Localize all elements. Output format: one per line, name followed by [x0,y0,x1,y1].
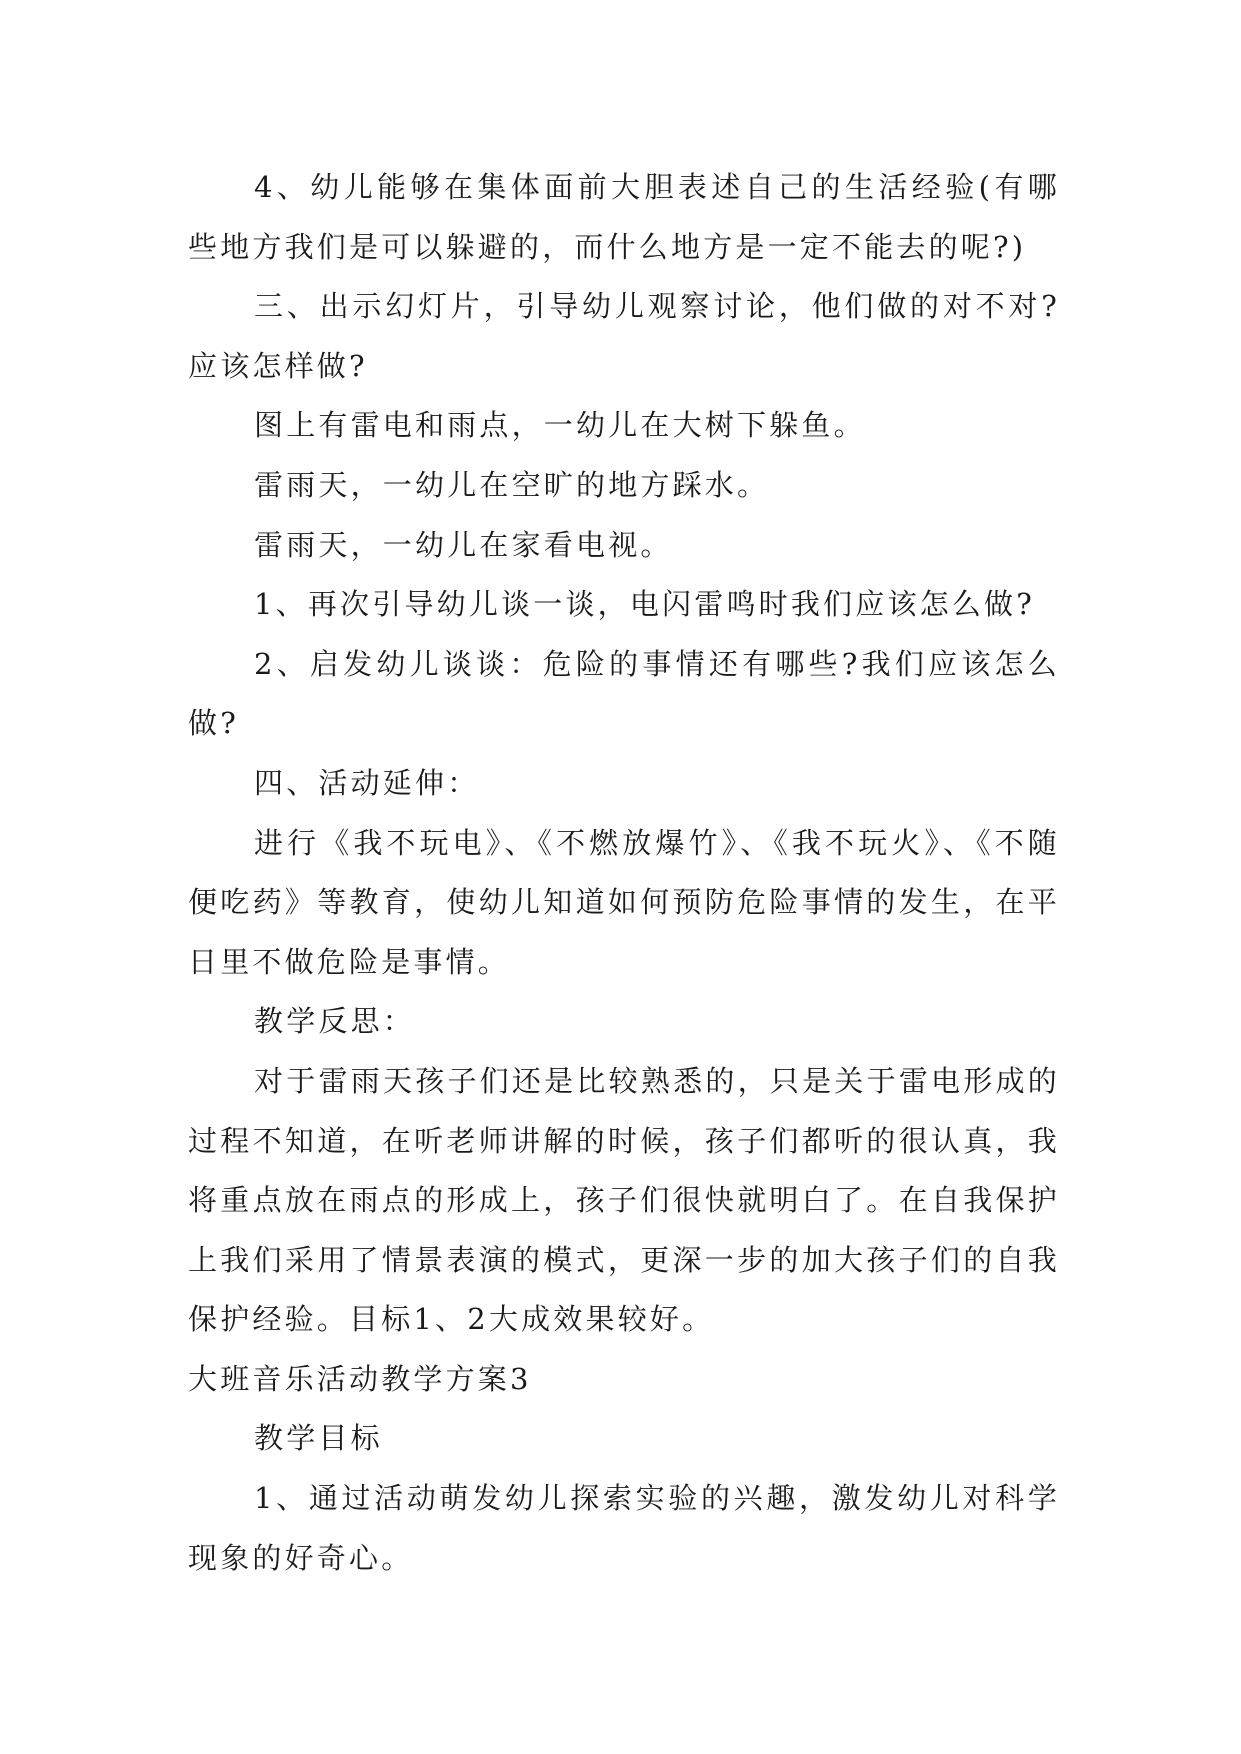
paragraph-guide-discussion: 1、再次引导幼儿谈一谈，电闪雷鸣时我们应该怎么做? [254,587,1035,622]
paragraph-danger-discussion: 2、启发幼儿谈谈：危险的事情还有哪些?我们应该怎么做? [188,646,1060,741]
paragraph-home-tv-scene: 雷雨天，一幼儿在家看电视。 [254,527,673,562]
paragraph-objective-1: 1、通过活动萌发幼儿探索实验的兴趣，激发幼儿对科学现象的好奇心。 [188,1481,1060,1575]
document-title-plan-3: 大班音乐活动教学方案3 [188,1361,532,1396]
paragraph-reflection: 对于雷雨天孩子们还是比较熟悉的，只是关于雷电形成的过程不知道，在听老师讲解的时候，孩子们都听的很认真，我将重点放在雨点的形成上，孩子们很快就明白了。在自我保护上我们采用了情景表演的模式，更深一步的加大孩子们的自我保护经验。目标1、2大成效果较好。 [188,1063,1060,1337]
section-heading-extension: 四、活动延伸： [254,765,480,800]
paragraph-tree-scene: 图上有雷电和雨点，一幼儿在大树下躲鱼。 [254,408,866,443]
section-heading-reflection: 教学反思： [254,1004,416,1039]
paragraph-open-field-scene: 雷雨天，一幼儿在空旷的地方踩水。 [254,467,770,502]
paragraph-slideshow-discussion: 三、出示幻灯片，引导幼儿观察讨论，他们做的对不对?应该怎样做? [188,289,1060,383]
document-body [188,158,1060,1588]
paragraph-safety-education: 进行《我不玩电》、《不燃放爆竹》、《我不玩火》、《不随便吃药》等教育，使幼儿知道如何预防危险事情的发生，在平日里不做危险是事情。 [188,825,1060,979]
section-heading-objectives: 教学目标 [254,1421,383,1456]
paragraph-expression-goal: 4、幼儿能够在集体面前大胆表述自己的生活经验(有哪些地方我们是可以躲避的，而什么地方是一定不能去的呢?) [188,170,1060,264]
